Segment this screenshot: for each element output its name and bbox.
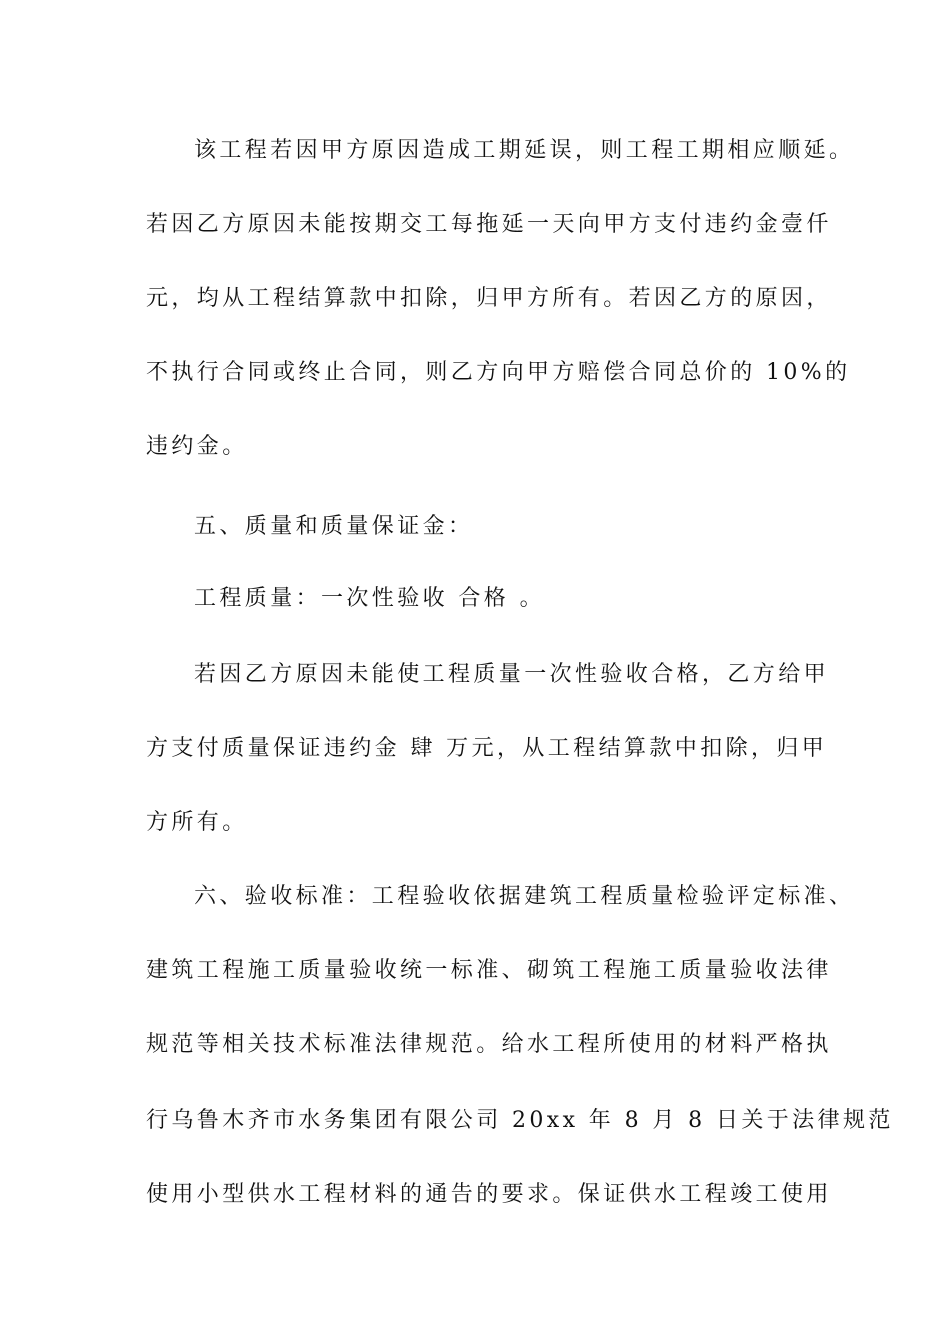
paragraph-line: 方所有。 [146, 810, 248, 835]
paragraph-line: 元，均从工程结算款中扣除，归甲方所有。若因乙方的原因， [146, 286, 832, 311]
section-heading: 六、验收标准：工程验收依据建筑工程质量检验评定标准、 [194, 884, 855, 909]
paragraph-line: 行乌鲁木齐市水务集团有限公司 20xx 年 8 月 8 日关于法律规范 [146, 1108, 894, 1133]
paragraph-line: 建筑工程施工质量验收统一标准、砌筑工程施工质量验收法律 [146, 958, 832, 983]
paragraph-line: 工程质量：一次性验收 合格 。 [194, 586, 545, 611]
paragraph-line: 规范等相关技术标准法律规范。给水工程所使用的材料严格执 [146, 1032, 832, 1057]
paragraph-line: 若因乙方原因未能使工程质量一次性验收合格，乙方给甲 [194, 662, 830, 687]
paragraph-line: 若因乙方原因未能按期交工每拖延一天向甲方支付违约金壹仟 [146, 212, 832, 237]
section-heading: 五、质量和质量保证金： [194, 514, 474, 539]
paragraph-line: 该工程若因甲方原因造成工期延误，则工程工期相应顺延。 [194, 138, 855, 163]
paragraph-line: 使用小型供水工程材料的通告的要求。保证供水工程竣工使用 [146, 1182, 832, 1207]
paragraph-line: 违约金。 [146, 434, 248, 459]
paragraph-line: 方支付质量保证违约金 肆 万元，从工程结算款中扣除，归甲 [146, 736, 828, 761]
paragraph-line: 不执行合同或终止合同，则乙方向甲方赔偿合同总价的 10%的 [146, 360, 851, 385]
